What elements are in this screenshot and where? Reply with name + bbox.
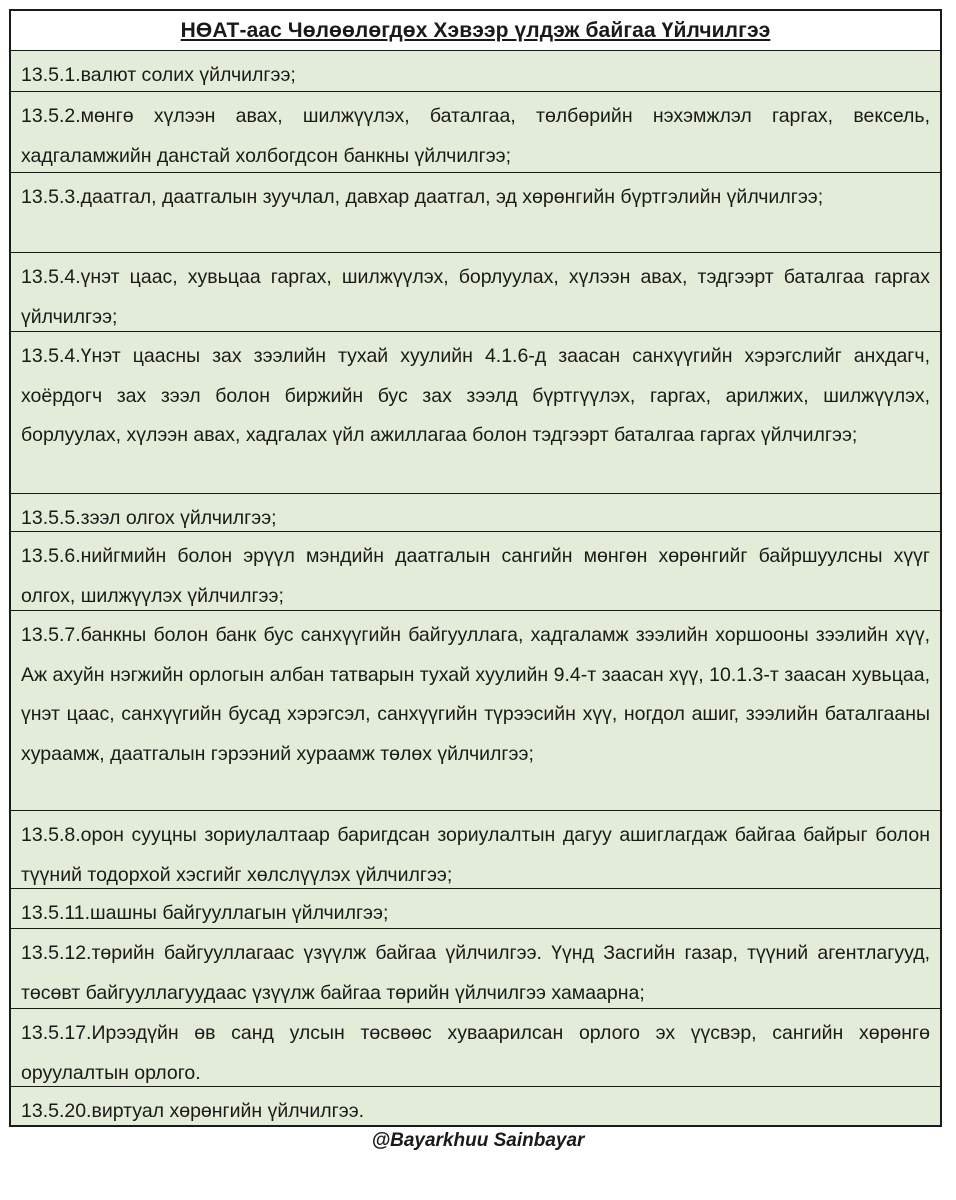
table-row-13-5-2: 13.5.2.мөнгө хүлээн авах, шилжүүлэх, баталгаа, төлбөрийн нэхэмжлэл гаргах, вексель, хадгаламжийн данстай холбогдсон банкны үйлчилгээ;	[11, 92, 940, 173]
table-row-13-5-6: 13.5.6.нийгмийн болон эрүүл мэндийн даатгалын сангийн мөнгөн хөрөнгийг байршуулсны хүүг олгох, шилжүүлэх үйлчилгээ;	[11, 532, 940, 611]
table-row-13-5-4-securities-market: 13.5.4.Үнэт цаасны зах зээлийн тухай хуулийн 4.1.6-д заасан санхүүгийн хэрэгслийг анхдагч, хоёрдогч зах зээл болон биржийн бус зах зээлд бүртгүүлэх, гаргах, арилжих, шилжүүлэх, борлуулах, хүлээн авах, хадгалах үйл ажиллагаа болон тэдгээрт баталгаа гаргах үйлчилгээ;	[11, 332, 940, 494]
table-row-13-5-20: 13.5.20.виртуал хөрөнгийн үйлчилгээ.	[11, 1087, 940, 1125]
table-row-13-5-3: 13.5.3.даатгал, даатгалын зуучлал, давхар даатгал, эд хөрөнгийн бүртгэлийн үйлчилгээ;	[11, 173, 940, 253]
table-title: НӨАТ-аас Чөлөөлөгдөх Хэвээр үлдэж байгаа Үйлчилгээ	[180, 18, 771, 42]
table-row-13-5-17: 13.5.17.Ирээдүйн өв санд улсын төсвөөс хуваарилсан орлого эх үүсвэр, сангийн хөрөнгө оруулалтын орлого.	[11, 1009, 940, 1087]
table-row-13-5-12: 13.5.12.төрийн байгууллагаас үзүүлж байгаа үйлчилгээ. Үүнд Засгийн газар, түүний агентлагууд, төсөвт байгууллагуудаас үзүүлж байгаа төрийн үйлчилгээ хамаарна;	[11, 929, 940, 1009]
table-row-13-5-4: 13.5.4.үнэт цаас, хувьцаа гаргах, шилжүүлэх, борлуулах, хүлээн авах, тэдгээрт баталгаа гаргах үйлчилгээ;	[11, 253, 940, 332]
table-header	[11, 11, 940, 51]
exemption-table	[9, 9, 942, 1127]
table-row-13-5-8: 13.5.8.орон сууцны зориулалтаар баригдсан зориулалтын дагуу ашиглагдаж байгаа байрыг болон түүний тодорхой хэсгийг хөлслүүлэх үйлчилгээ;	[11, 811, 940, 889]
author-credit: @Bayarkhuu Sainbayar	[371, 1130, 585, 1151]
table-row-13-5-7: 13.5.7.банкны болон банк бус санхүүгийн байгууллага, хадгаламж зээлийн хоршооны зээлийн хүү, Аж ахуйн нэгжийн орлогын албан татварын тухай хуулийн 9.4-т заасан хүү, 10.1.3-т заасан хувьцаа, үнэт цаас, санхүүгийн бусад хэрэгсэл, санхүүгийн түрээсийн хүү, ногдол ашиг, зээлийн баталгааны хураамж, даатгалын гэрээний хураамж төлөх үйлчилгээ;	[11, 611, 940, 811]
table-row-13-5-5: 13.5.5.зээл олгох үйлчилгээ;	[11, 494, 940, 532]
table-row-13-5-11: 13.5.11.шашны байгууллагын үйлчилгээ;	[11, 889, 940, 929]
table-row-13-5-1: 13.5.1.валют солих үйлчилгээ;	[11, 51, 940, 92]
